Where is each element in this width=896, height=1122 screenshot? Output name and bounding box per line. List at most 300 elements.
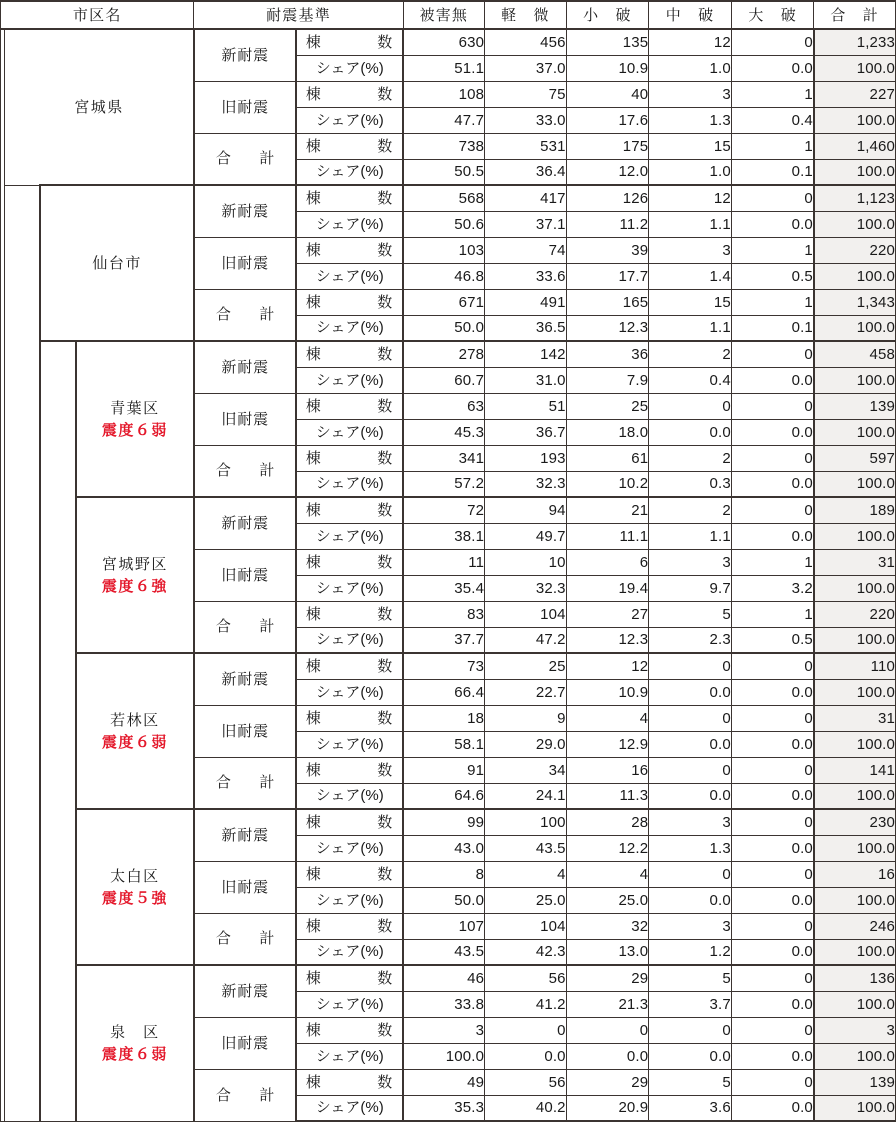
metric-count-text: 棟 数	[305, 33, 394, 51]
metric-label-share: シェア(%)	[296, 107, 403, 133]
data-cell: 135	[566, 29, 649, 55]
data-cell: 1.1	[649, 211, 732, 237]
data-cell: 11.2	[566, 211, 649, 237]
data-cell: 671	[403, 289, 485, 315]
header-damage-1: 軽 微	[485, 1, 567, 29]
data-cell: 72	[403, 497, 485, 523]
data-cell: 104	[485, 913, 567, 939]
data-cell: 0.0	[731, 783, 814, 809]
metric-count-text: 棟 数	[305, 397, 394, 415]
data-cell: 31.0	[485, 367, 567, 393]
data-cell: 0	[731, 705, 814, 731]
data-cell: 33.8	[403, 991, 485, 1017]
data-cell: 74	[485, 237, 567, 263]
data-cell: 15	[649, 133, 732, 159]
data-cell: 108	[403, 81, 485, 107]
data-cell: 100.0	[814, 367, 896, 393]
header-standard: 耐震基準	[194, 1, 403, 29]
metric-label-share: シェア(%)	[296, 679, 403, 705]
data-cell: 43.5	[403, 939, 485, 965]
metric-label-count	[296, 913, 403, 939]
seismic-intensity-label: 震度６弱	[101, 733, 168, 751]
data-cell: 0.0	[649, 887, 732, 913]
standard-cell: 合 計	[194, 133, 296, 185]
data-cell: 32	[566, 913, 649, 939]
table-row	[1, 29, 896, 55]
data-cell: 40	[566, 81, 649, 107]
data-cell: 278	[403, 341, 485, 367]
data-cell: 0.0	[731, 419, 814, 445]
data-cell: 0	[731, 393, 814, 419]
metric-label-share: シェア(%)	[296, 523, 403, 549]
data-cell: 25.0	[485, 887, 567, 913]
data-cell: 0.1	[731, 315, 814, 341]
standard-cell: 合 計	[194, 445, 296, 497]
data-cell: 1.1	[649, 523, 732, 549]
data-cell: 4	[485, 861, 567, 887]
table-row	[1, 497, 896, 523]
metric-count-text: 棟 数	[305, 553, 394, 571]
data-cell: 2	[649, 497, 732, 523]
data-cell: 597	[814, 445, 896, 471]
standard-cell: 新耐震	[194, 341, 296, 393]
data-cell: 0	[649, 705, 732, 731]
data-cell: 1.0	[649, 55, 732, 81]
metric-label-count	[296, 705, 403, 731]
data-cell: 0	[649, 757, 732, 783]
standard-cell: 新耐震	[194, 965, 296, 1017]
region-name-cell	[76, 965, 194, 1121]
data-cell: 41.2	[485, 991, 567, 1017]
metric-label-share: シェア(%)	[296, 315, 403, 341]
data-cell: 34	[485, 757, 567, 783]
data-cell: 3	[403, 1017, 485, 1043]
standard-cell: 旧耐震	[194, 393, 296, 445]
region-name-label: 泉 区	[110, 1023, 160, 1041]
data-cell: 100.0	[814, 159, 896, 185]
data-cell: 0.0	[731, 523, 814, 549]
data-cell: 104	[485, 601, 567, 627]
data-cell: 43.0	[403, 835, 485, 861]
data-cell: 63	[403, 393, 485, 419]
data-cell: 100.0	[814, 887, 896, 913]
metric-label-count	[296, 81, 403, 107]
data-cell: 0.0	[731, 939, 814, 965]
data-cell: 47.2	[485, 627, 567, 653]
data-cell: 8	[403, 861, 485, 887]
header-damage-0: 被害無	[403, 1, 485, 29]
data-cell: 51.1	[403, 55, 485, 81]
data-cell: 1.1	[649, 315, 732, 341]
metric-count-text: 棟 数	[305, 137, 394, 155]
metric-label-share: シェア(%)	[296, 991, 403, 1017]
data-cell: 0.0	[649, 731, 732, 757]
data-cell: 0	[731, 861, 814, 887]
standard-cell: 旧耐震	[194, 1017, 296, 1069]
standard-cell: 新耐震	[194, 809, 296, 861]
region-name-cell	[76, 653, 194, 809]
data-cell: 0.0	[731, 211, 814, 237]
data-cell: 3	[649, 809, 732, 835]
data-cell: 0.0	[731, 887, 814, 913]
metric-count-text: 棟 数	[305, 917, 394, 935]
data-cell: 491	[485, 289, 567, 315]
data-cell: 220	[814, 237, 896, 263]
metric-count-text: 棟 数	[305, 709, 394, 727]
metric-label-share: シェア(%)	[296, 471, 403, 497]
table-row	[1, 809, 896, 835]
standard-cell: 合 計	[194, 1069, 296, 1121]
standard-cell: 新耐震	[194, 497, 296, 549]
data-cell: 0	[731, 497, 814, 523]
standard-cell: 旧耐震	[194, 549, 296, 601]
metric-label-count	[296, 289, 403, 315]
data-cell: 60.7	[403, 367, 485, 393]
metric-count-text: 棟 数	[305, 605, 394, 623]
data-cell: 43.5	[485, 835, 567, 861]
table-row	[1, 185, 896, 211]
data-cell: 3	[649, 237, 732, 263]
metric-count-text: 棟 数	[305, 813, 394, 831]
metric-count-text: 棟 数	[305, 501, 394, 519]
standard-cell: 旧耐震	[194, 705, 296, 757]
data-cell: 1.3	[649, 835, 732, 861]
data-cell: 0.5	[731, 263, 814, 289]
table-row	[1, 653, 896, 679]
data-cell: 0.4	[649, 367, 732, 393]
data-cell: 0.0	[731, 471, 814, 497]
data-cell: 94	[485, 497, 567, 523]
data-cell: 100.0	[814, 211, 896, 237]
region-name-cell	[40, 185, 194, 341]
data-cell: 0.0	[731, 731, 814, 757]
data-cell: 0	[649, 393, 732, 419]
data-cell: 0.0	[731, 1095, 814, 1121]
data-cell: 100.0	[814, 315, 896, 341]
metric-label-share: シェア(%)	[296, 783, 403, 809]
data-cell: 12.0	[566, 159, 649, 185]
data-cell: 341	[403, 445, 485, 471]
data-cell: 142	[485, 341, 567, 367]
data-cell: 1.0	[649, 159, 732, 185]
data-cell: 630	[403, 29, 485, 55]
indent-level-2	[40, 341, 76, 1121]
data-cell: 45.3	[403, 419, 485, 445]
data-cell: 11.3	[566, 783, 649, 809]
data-cell: 220	[814, 601, 896, 627]
metric-count-text: 棟 数	[305, 449, 394, 467]
data-cell: 100.0	[814, 419, 896, 445]
data-cell: 139	[814, 393, 896, 419]
data-cell: 16	[814, 861, 896, 887]
header-area: 市区名	[1, 1, 194, 29]
data-cell: 13.0	[566, 939, 649, 965]
data-cell: 0	[731, 445, 814, 471]
data-cell: 0	[731, 809, 814, 835]
metric-label-count	[296, 1069, 403, 1095]
data-cell: 12.3	[566, 627, 649, 653]
data-cell: 56	[485, 1069, 567, 1095]
metric-count-text: 棟 数	[305, 241, 394, 259]
data-cell: 3	[649, 81, 732, 107]
data-cell: 6	[566, 549, 649, 575]
data-cell: 32.3	[485, 471, 567, 497]
metric-label-share: シェア(%)	[296, 627, 403, 653]
table-row	[1, 965, 896, 991]
data-cell: 0	[731, 653, 814, 679]
data-cell: 51	[485, 393, 567, 419]
data-cell: 35.4	[403, 575, 485, 601]
data-cell: 64.6	[403, 783, 485, 809]
standard-cell: 新耐震	[194, 29, 296, 81]
metric-count-text: 棟 数	[305, 345, 394, 363]
data-cell: 25	[485, 653, 567, 679]
data-cell: 17.6	[566, 107, 649, 133]
data-cell: 61	[566, 445, 649, 471]
data-cell: 36.7	[485, 419, 567, 445]
data-cell: 568	[403, 185, 485, 211]
data-cell: 37.1	[485, 211, 567, 237]
metric-count-text: 棟 数	[305, 1021, 394, 1039]
data-cell: 0	[649, 1017, 732, 1043]
data-cell: 3	[649, 913, 732, 939]
data-cell: 20.9	[566, 1095, 649, 1121]
data-cell: 29	[566, 1069, 649, 1095]
metric-count-text: 棟 数	[305, 1073, 394, 1091]
data-cell: 0	[649, 653, 732, 679]
data-cell: 0.4	[731, 107, 814, 133]
metric-label-count	[296, 341, 403, 367]
data-cell: 107	[403, 913, 485, 939]
data-cell: 100.0	[814, 731, 896, 757]
data-cell: 25	[566, 393, 649, 419]
header-damage-4: 大 破	[731, 1, 814, 29]
data-cell: 5	[649, 965, 732, 991]
data-cell: 99	[403, 809, 485, 835]
data-cell: 38.1	[403, 523, 485, 549]
data-cell: 31	[814, 705, 896, 731]
data-cell: 100	[485, 809, 567, 835]
data-cell: 0	[731, 913, 814, 939]
metric-count-text: 棟 数	[305, 969, 394, 987]
table-body	[1, 1, 896, 1121]
standard-cell: 旧耐震	[194, 81, 296, 133]
data-cell: 0.0	[649, 419, 732, 445]
data-cell: 0	[731, 1017, 814, 1043]
seismic-intensity-label: 震度６強	[101, 577, 168, 595]
data-cell: 126	[566, 185, 649, 211]
standard-cell: 旧耐震	[194, 861, 296, 913]
metric-label-count	[296, 497, 403, 523]
metric-count-text: 棟 数	[305, 293, 394, 311]
data-cell: 110	[814, 653, 896, 679]
metric-label-count	[296, 185, 403, 211]
metric-label-share: シェア(%)	[296, 1043, 403, 1069]
data-cell: 1,460	[814, 133, 896, 159]
data-cell: 0.3	[649, 471, 732, 497]
data-cell: 458	[814, 341, 896, 367]
data-cell: 0.0	[731, 55, 814, 81]
data-cell: 1,123	[814, 185, 896, 211]
data-cell: 36	[566, 341, 649, 367]
data-cell: 1.3	[649, 107, 732, 133]
metric-label-count	[296, 549, 403, 575]
data-cell: 5	[649, 601, 732, 627]
metric-label-share: シェア(%)	[296, 211, 403, 237]
data-cell: 9	[485, 705, 567, 731]
data-cell: 12	[649, 29, 732, 55]
data-cell: 100.0	[814, 627, 896, 653]
seismic-intensity-label: 震度６弱	[101, 1045, 168, 1063]
data-cell: 10.9	[566, 679, 649, 705]
metric-label-count	[296, 653, 403, 679]
data-cell: 37.7	[403, 627, 485, 653]
data-cell: 32.3	[485, 575, 567, 601]
data-cell: 42.3	[485, 939, 567, 965]
data-cell: 24.1	[485, 783, 567, 809]
data-cell: 57.2	[403, 471, 485, 497]
data-cell: 49.7	[485, 523, 567, 549]
data-cell: 165	[566, 289, 649, 315]
metric-label-share: シェア(%)	[296, 939, 403, 965]
header-damage-3: 中 破	[649, 1, 732, 29]
data-cell: 35.3	[403, 1095, 485, 1121]
standard-cell: 合 計	[194, 289, 296, 341]
header-damage-5: 合 計	[814, 1, 896, 29]
metric-label-share: シェア(%)	[296, 835, 403, 861]
metric-count-text: 棟 数	[305, 865, 394, 883]
data-cell: 1	[731, 549, 814, 575]
metric-count-text: 棟 数	[305, 761, 394, 779]
data-cell: 15	[649, 289, 732, 315]
region-name-label: 宮城県	[74, 98, 124, 116]
data-cell: 193	[485, 445, 567, 471]
data-cell: 1	[731, 601, 814, 627]
data-cell: 0	[731, 1069, 814, 1095]
data-cell: 50.0	[403, 315, 485, 341]
data-cell: 2	[649, 445, 732, 471]
data-cell: 100.0	[814, 471, 896, 497]
data-cell: 7.9	[566, 367, 649, 393]
data-cell: 40.2	[485, 1095, 567, 1121]
data-cell: 46.8	[403, 263, 485, 289]
metric-label-count	[296, 601, 403, 627]
data-cell: 46	[403, 965, 485, 991]
region-name-cell	[76, 809, 194, 965]
data-cell: 29	[566, 965, 649, 991]
metric-label-count	[296, 757, 403, 783]
data-cell: 0.0	[649, 1043, 732, 1069]
data-cell: 246	[814, 913, 896, 939]
data-cell: 17.7	[566, 263, 649, 289]
data-cell: 100.0	[814, 107, 896, 133]
data-cell: 141	[814, 757, 896, 783]
metric-label-share: シェア(%)	[296, 367, 403, 393]
data-cell: 22.7	[485, 679, 567, 705]
table-header-row	[1, 1, 896, 29]
data-cell: 0	[566, 1017, 649, 1043]
data-cell: 0.0	[731, 991, 814, 1017]
metric-label-share: シェア(%)	[296, 731, 403, 757]
data-cell: 100.0	[814, 939, 896, 965]
data-cell: 10	[485, 549, 567, 575]
metric-count-text: 棟 数	[305, 657, 394, 675]
data-cell: 10.9	[566, 55, 649, 81]
metric-label-count	[296, 1017, 403, 1043]
data-cell: 0	[731, 185, 814, 211]
data-cell: 100.0	[814, 1095, 896, 1121]
data-cell: 66.4	[403, 679, 485, 705]
metric-label-count	[296, 445, 403, 471]
data-cell: 3	[649, 549, 732, 575]
data-cell: 1,233	[814, 29, 896, 55]
data-cell: 10.2	[566, 471, 649, 497]
data-cell: 100.0	[814, 835, 896, 861]
metric-label-share: シェア(%)	[296, 55, 403, 81]
data-cell: 47.7	[403, 107, 485, 133]
data-cell: 19.4	[566, 575, 649, 601]
metric-label-share: シェア(%)	[296, 887, 403, 913]
standard-cell: 合 計	[194, 601, 296, 653]
data-cell: 12	[566, 653, 649, 679]
data-cell: 1,343	[814, 289, 896, 315]
region-name-label: 青葉区	[110, 399, 160, 417]
data-cell: 100.0	[814, 55, 896, 81]
region-name-label: 宮城野区	[101, 555, 168, 573]
data-cell: 2	[649, 341, 732, 367]
data-cell: 1	[731, 81, 814, 107]
data-cell: 4	[566, 705, 649, 731]
data-cell: 28	[566, 809, 649, 835]
data-cell: 0.1	[731, 159, 814, 185]
standard-cell: 合 計	[194, 757, 296, 809]
data-cell: 417	[485, 185, 567, 211]
data-cell: 3.2	[731, 575, 814, 601]
data-cell: 0	[649, 861, 732, 887]
data-cell: 16	[566, 757, 649, 783]
data-cell: 18	[403, 705, 485, 731]
data-cell: 0.0	[566, 1043, 649, 1069]
data-cell: 56	[485, 965, 567, 991]
metric-count-text: 棟 数	[305, 85, 394, 103]
data-cell: 100.0	[403, 1043, 485, 1069]
data-cell: 0.0	[731, 367, 814, 393]
metric-label-count	[296, 237, 403, 263]
data-cell: 0	[731, 29, 814, 55]
data-cell: 2.3	[649, 627, 732, 653]
standard-cell: 旧耐震	[194, 237, 296, 289]
data-cell: 1	[731, 133, 814, 159]
data-cell: 0	[731, 965, 814, 991]
data-cell: 0.0	[649, 679, 732, 705]
seismic-intensity-label: 震度５強	[101, 889, 168, 907]
data-cell: 12.9	[566, 731, 649, 757]
data-cell: 738	[403, 133, 485, 159]
data-cell: 0.0	[649, 783, 732, 809]
indent-level-1	[5, 185, 41, 1121]
data-cell: 3.7	[649, 991, 732, 1017]
data-cell: 31	[814, 549, 896, 575]
data-cell: 175	[566, 133, 649, 159]
data-cell: 0	[731, 757, 814, 783]
metric-label-share: シェア(%)	[296, 159, 403, 185]
region-name-cell	[76, 341, 194, 497]
data-cell: 230	[814, 809, 896, 835]
standard-cell: 合 計	[194, 913, 296, 965]
data-cell: 3.6	[649, 1095, 732, 1121]
metric-label-count	[296, 965, 403, 991]
data-cell: 100.0	[814, 575, 896, 601]
